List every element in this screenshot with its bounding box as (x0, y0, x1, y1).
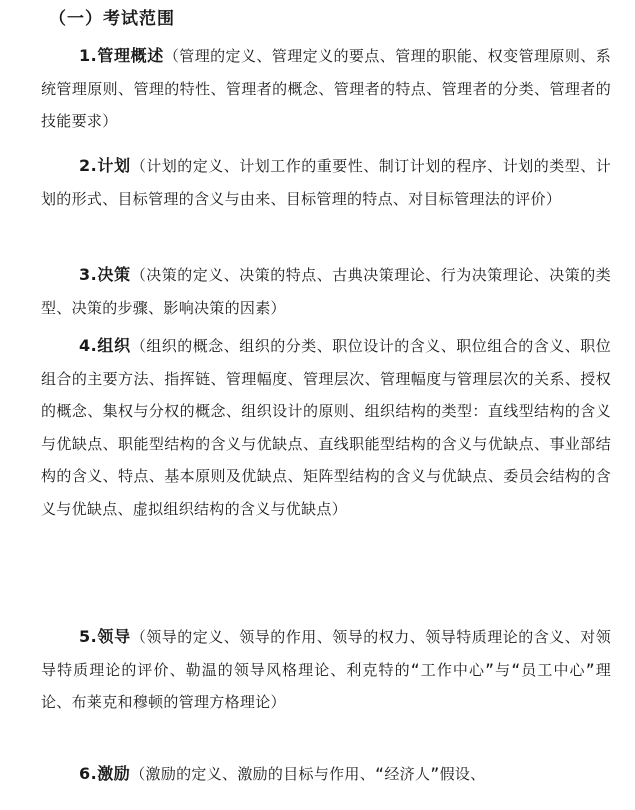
item-organization (41, 330, 611, 525)
item-title: 6.激励 (79, 764, 131, 783)
item-body: （管理的定义、管理定义的要点、管理的职能、权变管理原则、系统管理原则、管理的特性、管理者的概念、管理者的特点、管理者的分类、管理者的技能要求） (41, 47, 612, 130)
item-motivation (41, 758, 611, 791)
item-title: 4.组织 (79, 336, 131, 355)
item-leadership (41, 621, 611, 719)
item-body: （激励的定义、激励的目标与作用、“经济人”假设、 (130, 765, 486, 783)
item-body: （计划的定义、计划工作的重要性、制订计划的程序、计划的类型、计划的形式、目标管理的含义与由来、目标管理的特点、对目标管理法的评价） (41, 157, 611, 208)
item-title: 2.计划 (79, 156, 131, 175)
item-title: 3.决策 (79, 265, 131, 284)
item-title: 5.领导 (79, 627, 131, 646)
item-decision (41, 259, 611, 324)
item-body: （组织的概念、组织的分类、职位设计的含义、职位组合的含义、职位组合的主要方法、指挥链、管理幅度、管理层次、管理幅度与管理层次的关系、授权的概念、集权与分权的概念、组织设计的原则、组织结构的类型：直线型结构的含义与优缺点、职能型结构的含义与优缺点、直线职能型结构的含义与优缺点、事业部结构的含义、特点、基本原则及优缺点、矩阵型结构的含义与优缺点、委员会结构的含义与优缺点、虚拟组织结构的含义与优缺点） (41, 337, 611, 518)
section-heading: （一）考试范围 (49, 9, 175, 29)
item-planning (41, 150, 611, 215)
item-body: （领导的定义、领导的作用、领导的权力、领导特质理论的含义、对领导特质理论的评价、勒温的领导风格理论、利克特的“工作中心”与“员工中心”理论、布莱克和穆顿的管理方格理论） (41, 628, 611, 711)
item-body: （决策的定义、决策的特点、古典决策理论、行为决策理论、决策的类型、决策的步骤、影响决策的因素） (41, 266, 611, 317)
item-title: 1.管理概述 (79, 46, 164, 65)
item-management-overview (41, 40, 611, 138)
